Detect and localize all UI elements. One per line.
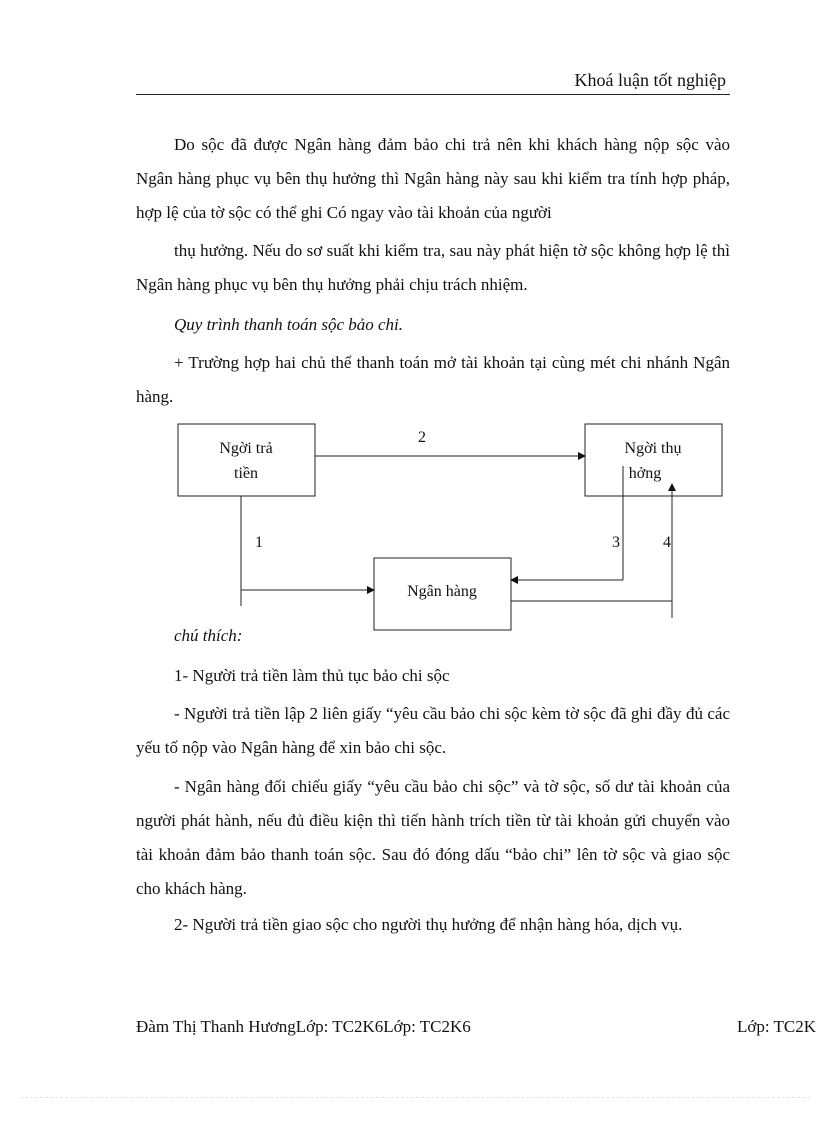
footer-class: Lớp: TC2K	[736, 1017, 816, 1036]
paragraph-same-branch-case: + Trường hợp hai chủ thể thanh toán mở tài khoản tại cùng mét chi nhánh Ngân hàng.	[136, 353, 730, 406]
legend-step-1-detail-b: - Ngân hàng đối chiếu giấy “yêu cầu bảo chi sộc” và tờ sộc, số dư tài khoản của người phát hành, nếu đủ điều kiện thì tiến hành trích tiền từ tài khoản gửi chuyển vào tài khoản đảm bảo thanh toán sộc. Sau đó đóng dấu “bảo chi” lên tờ sộc và giao sộc cho khách hàng.	[136, 777, 730, 898]
payer-label-line2: tiền	[234, 465, 258, 482]
header-title: Khoá luận tốt nghiệp	[574, 70, 726, 90]
payer-label-line1: Ngời trả	[219, 440, 273, 457]
payee-box	[585, 424, 722, 496]
legend-heading: chú thích:	[174, 626, 243, 645]
arrow-2-label: 2	[418, 429, 426, 446]
paragraph-responsibility: thụ hưởng. Nếu do sơ suất khi kiểm tra, sau này phát hiện tờ sộc không hợp lệ thì Ngân hàng phục vụ bên thụ hưởng phải chịu trách nhiệm.	[136, 241, 730, 294]
payee-label-line1: Ngời thụ	[624, 440, 682, 457]
legend-step-1-detail-a: - Người trả tiền lập 2 liên giấy “yêu cầu bảo chi sộc kèm tờ sộc đã ghi đầy đủ các yếu tố nộp vào Ngân hàng để xin bảo chi sộc.	[136, 704, 730, 757]
section-heading-process: Quy trình thanh toán sộc bảo chi.	[174, 315, 404, 334]
payee-label-line2: hởng	[628, 465, 662, 482]
arrow-4-label: 4	[663, 534, 671, 551]
legend-step-1: 1- Người trả tiền làm thủ tục bảo chi sộc	[174, 666, 450, 685]
payer-box	[178, 424, 315, 496]
arrow-2	[315, 429, 585, 456]
arrow-4	[511, 484, 672, 618]
arrow-1	[241, 496, 374, 606]
paragraph-cheque-guarantee: Do sộc đã được Ngân hàng đảm bảo chi trả nên khi khách hàng nộp sộc vào Ngân hàng phục vụ bên thụ hưởng thì Ngân hàng này sau khi kiểm tra tính hợp pháp, hợp lệ của tờ sộc có thể ghi Có ngay vào tài khoản của người	[136, 135, 730, 222]
footer-author-class: Đàm Thị Thanh HươngLớp: TC2K6Lớp: TC2K6	[136, 1017, 471, 1036]
arrow-3-label: 3	[612, 534, 620, 551]
bank-label: Ngân hàng	[407, 583, 477, 600]
legend-step-2: 2- Người trả tiền giao sộc cho người thụ hưởng để nhận hàng hóa, dịch vụ.	[174, 915, 683, 934]
arrow-1-label: 1	[255, 534, 263, 551]
page-bottom-divider	[20, 1097, 810, 1098]
